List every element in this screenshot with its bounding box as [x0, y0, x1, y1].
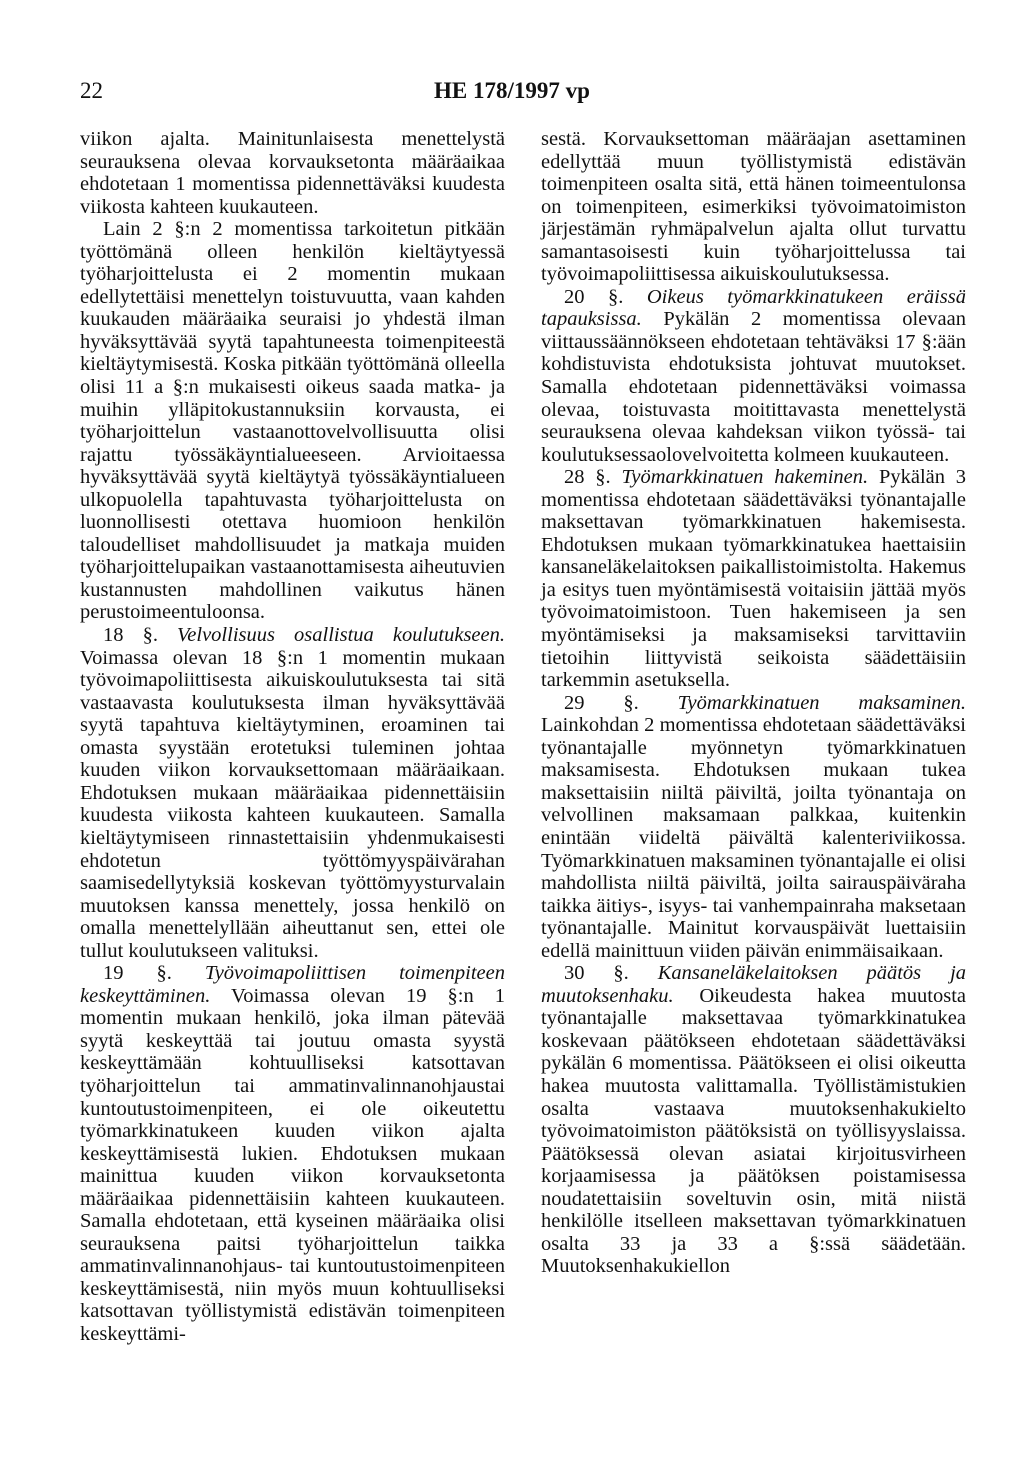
section-number: 30 §. — [564, 962, 629, 985]
page-number: 22 — [80, 78, 103, 103]
left-column — [80, 128, 505, 1346]
section-heading: Velvollisuus osallistua koulutukseen. — [177, 624, 505, 647]
section-body: Voimassa olevan 18 §:n 1 momentin mukaan työvoimapoliittisesta aikuiskoulutuksesta tai sitä vastaavasta koulutuksesta ilman hyväksyttävää syytä tapahtuva kieltäytyminen, eroaminen tai omasta syystään erotetuksi tuleminen johtaa kuuden viikon korvauksettomaan määräaikaan. Ehdotuksen mukaan määräaikaa pidennettäisiin kuudesta viikosta kahteen kuukauteen. Samalla kieltäytymiseen rinnastettaisiin yhdenmukaisesti ehdotetun työttömyyspäivärahan saamisedellytyksiä koskevan työttömyysturvalain muutoksen kanssa menettely, jossa henkilö on omalla menettelyllään aiheuttanut sen, ettei ole tullut koulutukseen valituksi. — [80, 646, 505, 962]
paragraph: viikon ajalta. Mainitunlaisesta menettelystä seurauksena olevaa korvauksetonta määräaikaa ehdotetaan 1 momentissa pidennettäväksi kuudesta viikosta kahteen kuukauteen. — [80, 128, 505, 218]
section-19 — [80, 962, 505, 1345]
section-number: 28 §. — [564, 466, 611, 489]
section-body: Oikeudesta hakea muutosta työnantajalle maksettavaa työmarkkinatukea koskevaan päätökseen ehdotetaan säädettäväksi pykälän 6 momentissa. Päätökseen ei olisi oikeutta hakea muutosta valittamalla. Työllistämistukien osalta vastaava muutoksenhakukielto työvoimatoimiston päätöksistä on työllisyyslaissa. Päätöksessä olevan asiatai kirjoitusvirheen korjaamisessa ja päätöksen poistamisessa noudatettaisiin soveltuvin osin, mitä niistä henkilölle itselleen maksettavan työmarkkinatuen osalta 33 ja 33 a §:ssä säädetään. Muutoksenhakukiellon — [541, 984, 966, 1278]
section-30 — [541, 962, 966, 1278]
paragraph: sestä. Korvauksettoman määräajan asettaminen edellyttää muun työllistymistä edistävän toimenpiteen osalta sitä, että hänen toimeentulonsa on toimenpiteen, esimerkiksi työvoimatoimiston järjestämän ryhmäpalvelun ajalta ollut turvattu samantasoisesti kuin työharjoittelussa tai työvoimapoliittisessa aikuiskoulutuksessa. — [541, 128, 966, 286]
section-number: 18 §. — [103, 624, 158, 647]
section-20 — [541, 286, 966, 466]
running-title: HE 178/1997 vp — [434, 78, 590, 103]
section-number: 19 §. — [103, 962, 172, 985]
section-number: 29 §. — [564, 691, 639, 714]
section-29 — [541, 692, 966, 963]
section-heading: Työmarkkinatuen maksaminen. — [677, 691, 967, 714]
section-heading: Oikeus työmarkkinatukeen eräissä tapauksissa. — [541, 285, 966, 331]
section-18 — [80, 624, 505, 962]
section-heading: Työvoimapoliittisen toimenpiteen keskeyttäminen. — [80, 962, 505, 1007]
section-body: Pykälän 2 momentissa olevaan viittaussäännökseen ehdotetaan tehtäväksi 17 §:ään kohdistuvista ehdotuksista johtuvat muutokset. Samalla ehdotetaan pidennettäväksi voimassa olevaa, toistuvasta moitittavasta menettelystä seurauksena olevaa kahdeksan viikon työssä- tai koulutuksessaolovelvoitetta kolmeen kuukauteen. — [541, 308, 966, 466]
section-body: Pykälän 3 momentissa ehdotetaan säädettäväksi työnantajalle maksettavan työmarkkinatuen hakemisesta. Ehdotuksen mukaan työmarkkinatukea haettaisiin kansaneläkelaitoksen paikallistoimistolta. Hakemus ja esitys tuen myöntämisestä voitaisiin jättää myös työvoimatoimistoon. Tuen hakemiseen ja sen myöntämiseksi ja maksamiseksi tarvittaviin tietoihin liittyvistä seikoista säädettäisiin tarkemmin asetuksella. — [541, 466, 967, 692]
section-28 — [541, 466, 966, 691]
section-number: 20 §. — [564, 285, 624, 308]
paragraph: Lain 2 §:n 2 momentissa tarkoitetun pitkään työttömänä olleen henkilön kieltäytyessä työharjoittelusta ei 2 momentin mukaan edellytettäisi menettelyn toistuvuutta, vaan kahden kuukauden määräaika seuraisi jo yhdestä ilman hyväksyttävää syytä tapahtuneesta toimenpiteestä kieltäytymisestä. Koska pitkään työttömänä olleella olisi 11 a §:n mukaisesti oikeus saada matka- ja muihin ylläpitokustannuksiin korvausta, ei työharjoittelun vastaanottovelvollisuutta olisi rajattu työssäkäyntialueeseen. Arvioitaessa hyväksyttävää syytä kieltäytyä työssäkäyntialueen ulkopuolella tapahtuvasta työharjoittelusta on luonnollisesti otettava huomioon henkilön taloudelliset mahdollisuudet ja matkaja muiden työharjoittelupaikan vastaanottamisesta aiheutuvien kustannusten mahdollinen vaikutus hänen perustoimeentuloonsa. — [80, 218, 505, 624]
section-heading: Työmarkkinatuen hakeminen. — [621, 466, 869, 489]
section-body: Voimassa olevan 19 §:n 1 momentin mukaan henkilö, joka ilman pätevää syytä keskeyttää tai joutuu omasta syystä keskeyttämään kohtuulliseksi katsottavan työharjoittelun tai ammatinvalinnanohjaustai kuntoutustoimenpiteen, ei ole oikeutettu työmarkkinatukeen kuuden viikon ajalta keskeyttämisestä lukien. Ehdotuksen mukaan mainittua kuuden viikon korvauksetonta määräaikaa pidennettäisiin kahteen kuukauteen. Samalla ehdotetaan, että kyseinen määräaika olisi seurauksena paitsi työharjoittelun taikka ammatinvalinnanohjaus- tai kuntoutustoimenpiteen keskeyttämisestä, niin myös muun kohtuulliseksi katsottavan työllistymistä edistävän toimenpiteen keskeyttämi- — [80, 984, 506, 1345]
section-body: Lainkohdan 2 momentissa ehdotetaan säädettäväksi työnantajalle myönnetyn työmarkkinatuen maksamisesta. Ehdotuksen mukaan tukea maksettaisiin niiltä päiviltä, joilta työnantaja on velvollinen maksamaan palkkaa, kuitenkin enintään viideltä päivältä kalenteriviikossa. Työmarkkinatuen maksaminen työnantajalle ei olisi mahdollista niiltä päiviltä, joilta sairauspäiväraha taikka äitiys-, isyys- tai vanhempainraha maksetaan työnantajalle. Mainitut korvauspäivät luettaisiin edellä mainittuun viiden päivän enimmäisaikaan. — [541, 714, 966, 962]
right-column — [541, 128, 966, 1278]
section-heading: Kansaneläkelaitoksen päätös ja muutoksenhaku. — [541, 962, 967, 1007]
